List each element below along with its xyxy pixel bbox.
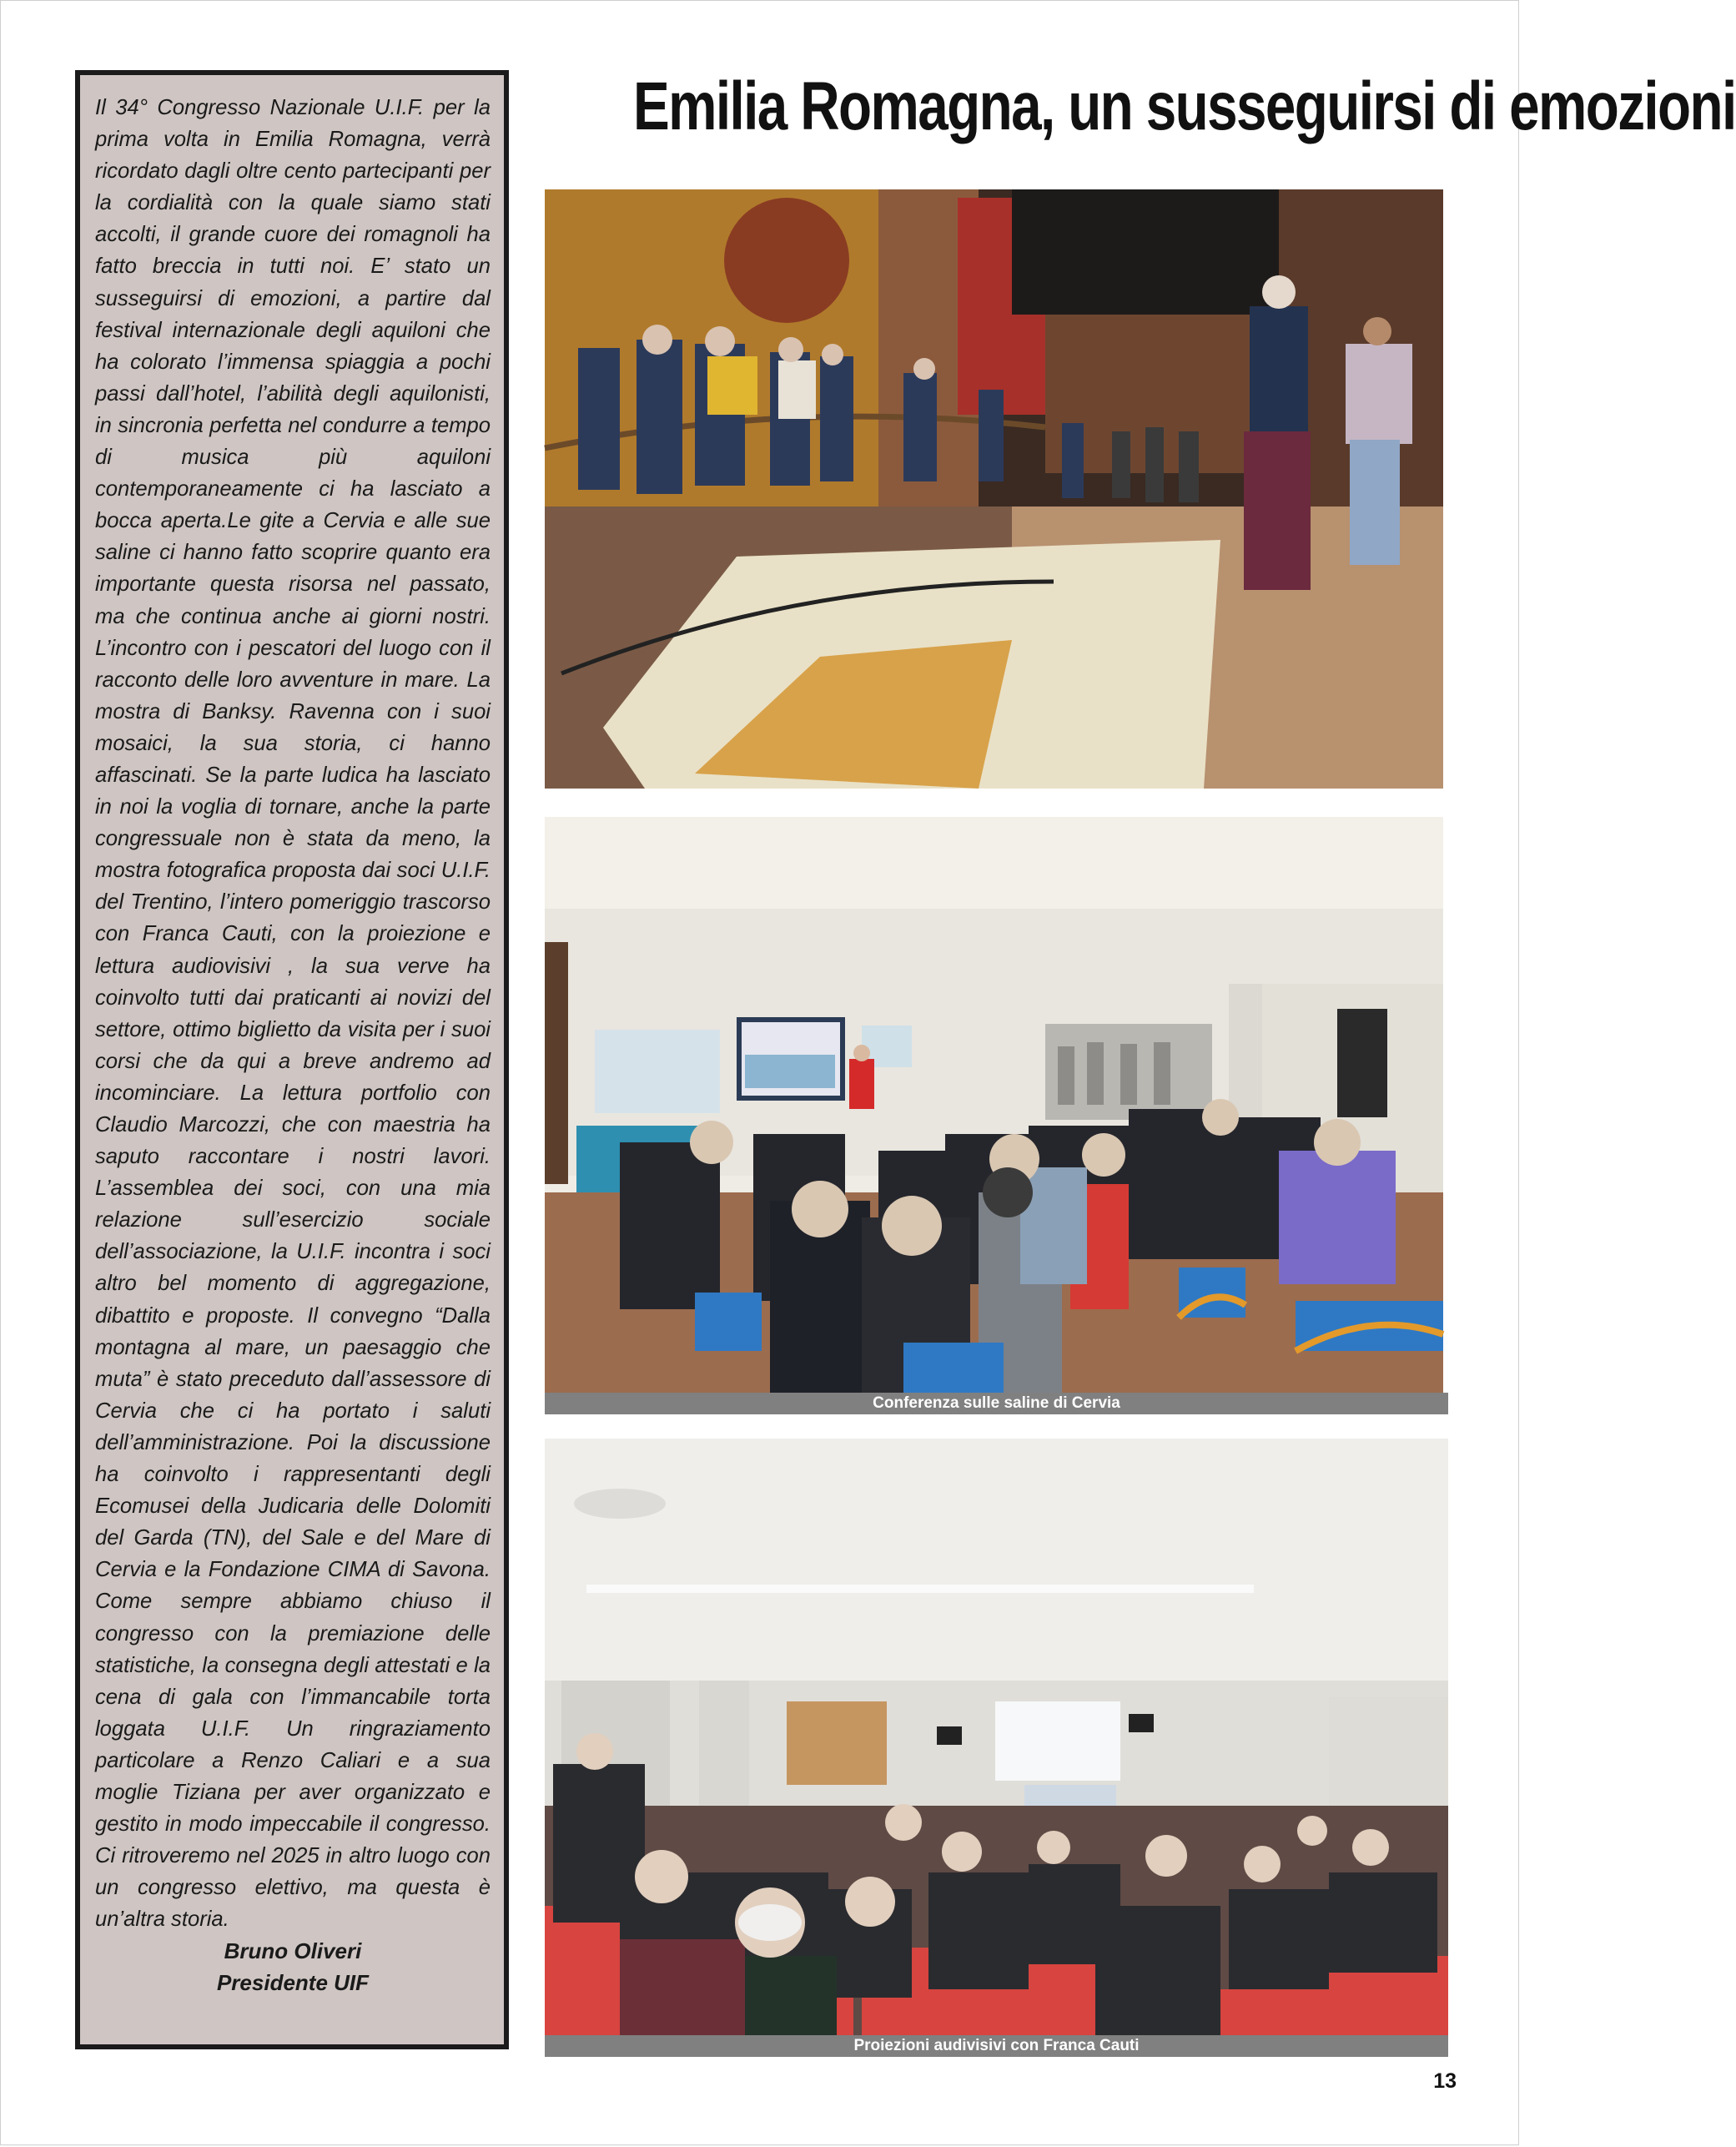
- caption-projections: Proiezioni audivisivi con Franca Cauti: [545, 2035, 1448, 2057]
- photo-projections: [545, 1439, 1448, 2035]
- photo-museum-visit-image: [545, 189, 1443, 789]
- photo-conference-image: [545, 817, 1443, 1393]
- page-number: 13: [1433, 2069, 1457, 2093]
- author-name: Bruno Oliveri: [224, 1938, 362, 1964]
- photo-projections-image: [545, 1439, 1448, 2035]
- caption-conference: Conferenza sulle saline di Cervia: [545, 1393, 1448, 1414]
- author-role: Presidente UIF: [216, 1970, 370, 1996]
- article-text-box: [75, 70, 509, 2049]
- article-title: Emilia Romagna, un susseguirsi di emozioni: [633, 68, 1736, 144]
- article-body: Il 34° Congresso Nazionale U.I.F. per la prima volta in Emilia Romagna, verrà ricordato dagli oltre cento partecipanti per la cordialità con la quale siamo stati accolti, il grande cuore dei romagnoli ha fatto breccia in tutti noi. E’ stato un susseguirsi di emozioni, a partire dal festival internazionale degli aquiloni che ha colorato l’immensa spiaggia a pochi passi dall’hotel, l’abilità degli aquilonisti, in sincronia perfetta nel condurre a tempo di musica più aquiloni contemporaneamente ci ha lasciato a bocca aperta.Le gite a Cervia e alle sue saline ci hanno fatto scoprire quanto era importante questa risorsa nel passato, ma che continua anche ai giorni nostri. L’incontro con i pescatori del luogo con il racconto delle loro avventure in mare. La mostra di Banksy. Ravenna con i suoi mosaici, la sua storia, ci hanno affascinati. Se la parte ludica ha lasciato in noi la voglia di tornare, anche la parte congressuale non è stata da meno, la mostra fotografica proposta dai soci U.I.F. del Trentino, l’intero pomeriggio trascorso con Franca Cauti, con la proiezione e lettura audiovisivi , la sua verve ha coinvolto tutti dai praticanti ai novizi del settore, ottimo biglietto da visita per i suoi corsi che da qui a breve andremo ad incominciare. La lettura portfolio con Claudio Marcozzi, che con maestria ha saputo raccontare i nostri lavori. L’assemblea dei soci, con una mia relazione sull’esercizio sociale dell’associazione, la U.I.F. incontra i soci altro bel momento di aggregazione, dibattito e proposte. Il convegno “Dalla montagna al mare, un paesaggio che muta” è stato preceduto dall’assessore di Cervia che ci ha portato i saluti dell’amministrazione. Poi la discussione ha coinvolto i rappresentanti degli Ecomusei della Judicaria delle Dolomiti del Garda (TN), del Sale e del Mare di Cervia e la Fondazione CIMA di Savona. Come sempre abbiamo chiuso il congresso con la premiazione delle statistiche, la consegna degli attestati e la cena di gala con l’immancabile torta loggata U.I.F. Un ringraziamento particolare a Renzo Caliari e a sua moglie Tiziana per aver organizzato e gestito in modo impeccabile il congresso. Ci ritroveremo nel 2025 in altro luogo con un congresso elettivo, ma questa è un’altra storia.: [95, 96, 491, 1932]
- photo-conference: [545, 817, 1443, 1393]
- photo-museum-visit: [545, 189, 1443, 789]
